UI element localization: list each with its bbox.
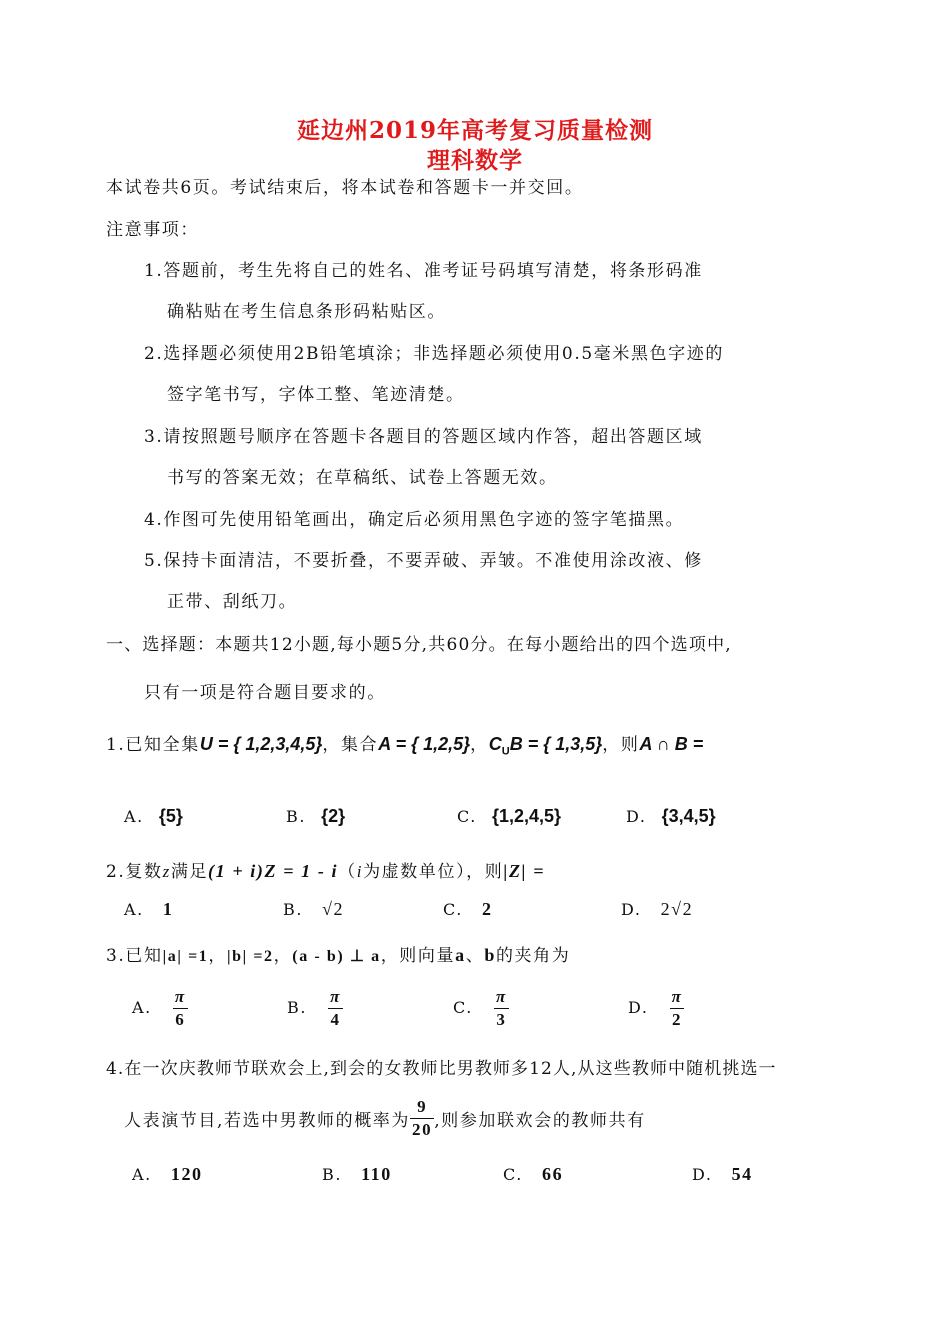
option-label: D. <box>628 998 649 1017</box>
option-label: D. <box>626 807 647 826</box>
option-label: C. <box>443 900 463 919</box>
q4-option-b <box>322 1164 392 1185</box>
q3-text-2: ， <box>208 946 227 966</box>
q1-complement-b: B = { 1,3,5} <box>509 734 603 754</box>
notice-item-5-line-1: 5.保持卡面清洁，不要折叠，不要弄破、弄皱。不准使用涂改液、修 <box>144 551 703 571</box>
q3-norm-b: |b| =2 <box>227 948 274 965</box>
q4-option-d <box>692 1164 753 1185</box>
q2-text-3: （ <box>338 862 357 882</box>
q2-equation: (1 + i)Z = 1 - i <box>208 861 339 881</box>
option-value: {2} <box>321 806 346 826</box>
question-3-stem <box>106 941 570 966</box>
question-4-stem-line-2 <box>124 1096 646 1141</box>
q1-complement-subscript: U <box>501 745 510 758</box>
q2-text-2: 满足 <box>170 862 209 882</box>
notice-item-3-line-2: 书写的答案无效；在草稿纸、试卷上答题无效。 <box>167 468 558 488</box>
q1-option-a <box>124 806 183 827</box>
q2-imaginary-unit: i <box>356 862 364 881</box>
option-label: B. <box>283 900 304 919</box>
fraction-numerator: 9 <box>410 1096 434 1119</box>
option-label: A. <box>124 900 144 919</box>
q3-text-4: ，则向量 <box>380 946 456 966</box>
question-1-stem <box>106 730 703 757</box>
fraction <box>328 986 343 1031</box>
fraction-numerator: π <box>670 986 685 1009</box>
option-label: A. <box>132 998 152 1017</box>
option-value: {1,2,4,5} <box>491 806 562 826</box>
fraction-denominator: 2 <box>671 1010 683 1029</box>
q3-option-c <box>453 986 509 1031</box>
q4-option-a <box>132 1164 203 1185</box>
option-value: 110 <box>361 1164 392 1184</box>
q2-variable-z: z <box>162 862 171 881</box>
fraction-denominator: 3 <box>496 1010 507 1029</box>
option-label: B. <box>286 807 307 826</box>
section-1-heading: 一、选择题：本题共12小题,每小题5分,共60分。在每小题给出的四个选项中, <box>106 635 732 655</box>
fraction <box>494 986 509 1031</box>
notice-item-3-line-1: 3.请按照题号顺序在答题卡各题目的答题区域内作答，超出答题区域 <box>144 427 703 447</box>
option-value: 66 <box>541 1164 564 1184</box>
q3-option-d <box>628 986 684 1031</box>
notice-item-4-line-1: 4.作图可先使用铅笔画出，确定后必须用黑色字迹的签字笔描黑。 <box>144 510 685 530</box>
question-4-stem-line-1: 4.在一次庆教师节联欢会上,到会的女教师比男教师多12人,从这些教师中随机挑选一 <box>106 1059 777 1079</box>
option-label: C. <box>453 998 473 1017</box>
option-label: C. <box>457 807 477 826</box>
section-1-heading-line-2: 只有一项是符合题目要求的。 <box>144 683 386 703</box>
q1-text-1: 1.已知全集 <box>106 735 200 755</box>
q1-complement-symbol: C <box>488 734 502 754</box>
q3-option-b <box>287 986 343 1031</box>
q2-text-1: 2.复数 <box>106 862 163 882</box>
option-label: D. <box>621 900 642 919</box>
option-value: 120 <box>170 1164 203 1184</box>
notice-item-2-line-1: 2.选择题必须使用2B铅笔填涂；非选择题必须使用0.5毫米黑色字迹的 <box>144 344 724 364</box>
q3-vector-a: a <box>455 945 466 965</box>
option-value: √2 <box>322 899 345 919</box>
option-label: B. <box>287 998 308 1017</box>
exam-subject: 理科数学 <box>427 147 523 174</box>
q3-text-3: ， <box>273 946 293 966</box>
option-label: C. <box>503 1165 523 1184</box>
q4-text-1: 人表演节目,若选中男教师的概率为 <box>124 1111 411 1131</box>
option-value: {5} <box>158 806 183 826</box>
q1-option-b <box>286 806 345 827</box>
notice-item-2-line-2: 签字笔书写，字体工整、笔迹清楚。 <box>167 385 465 405</box>
q3-perpendicular: (a - b) ⊥ a <box>292 948 381 965</box>
q2-text-4: 为虚数单位），则 <box>363 862 504 882</box>
fraction <box>173 986 188 1031</box>
q1-text-3: ， <box>470 735 489 755</box>
q2-option-c <box>443 899 493 920</box>
option-value: 2 <box>481 899 493 919</box>
q4-probability-fraction <box>410 1096 434 1141</box>
fraction-numerator: π <box>173 986 188 1009</box>
notice-item-1-line-2: 确粘贴在考生信息条形码粘贴区。 <box>167 302 446 322</box>
fraction-numerator: π <box>328 986 343 1009</box>
q1-text-2: ，集合 <box>322 735 379 755</box>
q2-option-a <box>124 899 173 920</box>
q1-universal-set: U = { 1,2,3,4,5} <box>199 734 323 754</box>
question-2-stem <box>106 857 545 882</box>
option-value: 2√2 <box>660 899 694 919</box>
q3-vector-b: b <box>484 945 496 965</box>
q1-set-a: A = { 1,2,5} <box>378 734 471 754</box>
q4-text-2: ,则参加联欢会的教师共有 <box>434 1111 646 1131</box>
intro-text: 本试卷共6页。考试结束后，将本试卷和答题卡一并交回。 <box>106 178 584 198</box>
option-label: A. <box>132 1165 152 1184</box>
q2-modulus: |Z| = <box>503 861 546 881</box>
option-value: 54 <box>731 1164 753 1184</box>
q1-option-c <box>457 806 561 827</box>
q1-text-4: ，则 <box>602 735 640 755</box>
q3-option-a <box>132 986 188 1031</box>
q1-intersection: A ∩ B = <box>639 734 704 754</box>
fraction-numerator: π <box>494 986 509 1009</box>
fraction <box>670 986 685 1031</box>
q1-option-d <box>626 806 716 827</box>
q3-text-5: 、 <box>465 946 485 966</box>
q3-text-6: 的夹角为 <box>495 946 571 966</box>
q4-option-c <box>503 1164 563 1185</box>
option-label: D. <box>692 1165 713 1184</box>
notice-item-1-line-1: 1.答题前，考生先将自己的姓名、准考证号码填写清楚，将条形码准 <box>144 261 703 281</box>
exam-title: 延边州2019年高考复习质量检测 <box>296 117 653 144</box>
fraction-denominator: 6 <box>175 1010 186 1029</box>
q2-option-d <box>621 899 693 920</box>
option-value: {3,4,5} <box>661 806 716 826</box>
option-label: A. <box>124 807 144 826</box>
notice-item-5-line-2: 正带、刮纸刀。 <box>167 592 298 612</box>
fraction-denominator: 4 <box>330 1010 341 1029</box>
fraction-denominator: 20 <box>412 1120 433 1139</box>
option-label: B. <box>322 1165 343 1184</box>
q3-text-1: 3.已知 <box>106 946 163 966</box>
q2-option-b <box>283 899 344 920</box>
q3-norm-a: |a| =1 <box>162 948 209 965</box>
option-value: 1 <box>162 899 174 919</box>
notice-heading: 注意事项： <box>106 220 199 240</box>
